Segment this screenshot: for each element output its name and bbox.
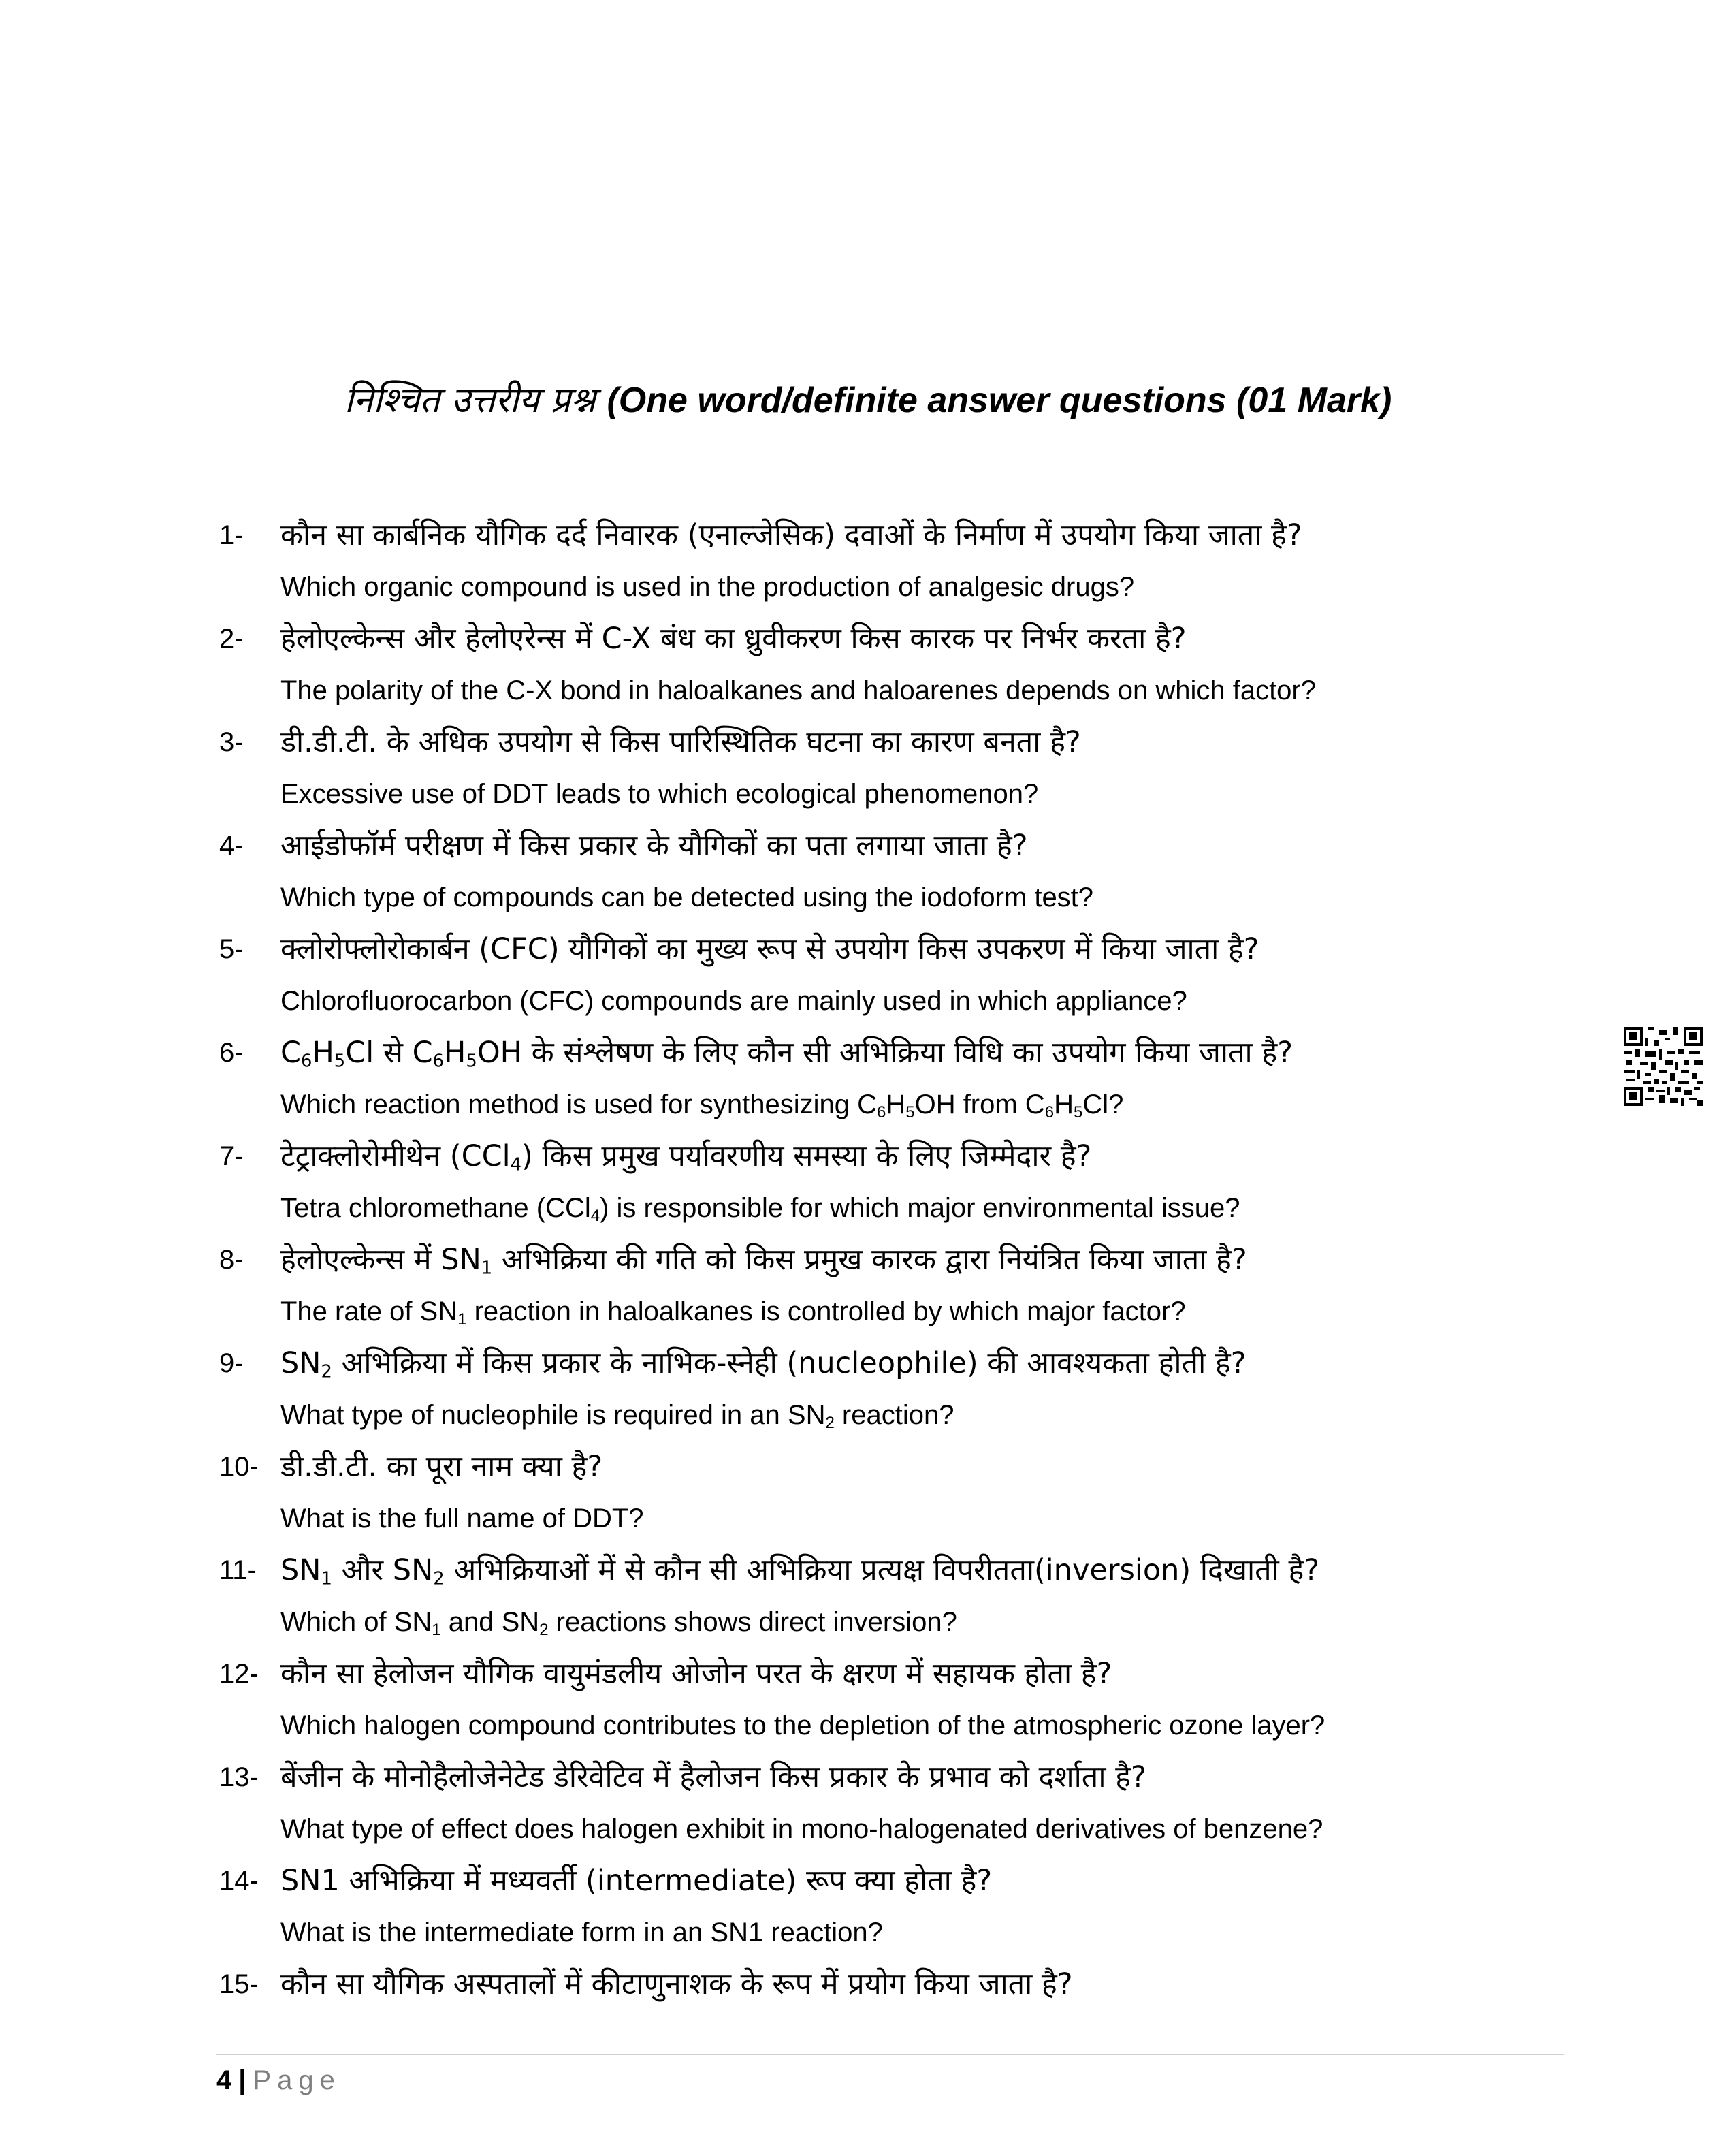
question-hindi [280, 1648, 1683, 1700]
page-number: 4 [216, 2065, 232, 2095]
question-english [280, 1389, 1683, 1441]
text-run: Which reaction method is used for synthesizing C [280, 1090, 877, 1119]
text-run: Cl से C [345, 1036, 433, 1070]
text-run: Which organic compound is used in the production of analgesic drugs? [280, 572, 1135, 602]
question-item [0, 1130, 1736, 1234]
question-number: 6- [219, 1038, 244, 1068]
question-english [280, 1079, 1683, 1130]
text-run: आईडोफॉर्म परीक्षण में किस प्रकार के यौगिकों का पता लगाया जाता है? [280, 829, 1028, 863]
text-run: और SN [332, 1553, 434, 1587]
text-run: OH from C [914, 1090, 1045, 1119]
text-run: Which of SN [280, 1607, 432, 1637]
qr-code-icon [1624, 1027, 1703, 1106]
text-run: बेंजीन के मोनोहैलोजेनेटेड डेरिवेटिव में हैलोजन किस प्रकार के प्रभाव को दर्शाता है? [280, 1760, 1146, 1794]
question-english [280, 768, 1683, 820]
subscript: 2 [433, 1568, 445, 1589]
footer-divider [216, 2054, 1564, 2055]
question-english [280, 1700, 1683, 1751]
subscript: 2 [825, 1414, 835, 1432]
text-run: अभिक्रियाओं में से कौन सी अभिक्रिया प्रत्यक्ष विपरीतता(inversion) दिखाती है? [444, 1553, 1320, 1587]
text-run: What is the full name of DDT? [280, 1504, 644, 1534]
subscript: 1 [432, 1621, 441, 1639]
question-hindi [280, 1958, 1683, 2010]
text-run: What is the intermediate form in an SN1 reaction? [280, 1918, 883, 1948]
question-item [0, 1648, 1736, 1751]
question-hindi [280, 1751, 1683, 1803]
text-run: H [444, 1036, 466, 1070]
text-run: ) is responsible for which major environmental issue? [600, 1193, 1240, 1223]
question-number: 9- [219, 1348, 244, 1378]
question-english [280, 561, 1683, 613]
footer-separator: | [238, 2065, 246, 2095]
question-number: 4- [219, 831, 244, 861]
question-hindi [280, 1337, 1683, 1389]
text-run: अभिक्रिया की गति को किस प्रमुख कारक द्वारा नियंत्रित किया जाता है? [492, 1243, 1247, 1277]
question-hindi [280, 820, 1683, 872]
question-hindi [280, 1027, 1683, 1079]
question-number: 12- [219, 1659, 259, 1689]
subscript: 6 [432, 1051, 445, 1072]
text-run: कौन सा यौगिक अस्पतालों में कीटाणुनाशक के रूप में प्रयोग किया जाता है? [280, 1967, 1073, 2001]
question-hindi [280, 1441, 1683, 1493]
text-run: कौन सा कार्बनिक यौगिक दर्द निवारक (एनाल्जेसिक) दवाओं के निर्माण में उपयोग किया जाता है? [280, 518, 1302, 552]
text-run: Which halogen compound contributes to the depletion of the atmospheric ozone layer? [280, 1711, 1325, 1741]
text-run: H [1054, 1090, 1074, 1119]
text-run: SN1 अभिक्रिया में मध्यवर्ती (intermediate) रूप क्या होता है? [280, 1864, 993, 1898]
question-item [0, 1958, 1736, 2062]
question-number: 10- [219, 1452, 259, 1482]
text-run: Chlorofluorocarbon (CFC) compounds are mainly used in which appliance? [280, 986, 1187, 1016]
text-run: C [280, 1036, 302, 1070]
question-number: 13- [219, 1762, 259, 1792]
question-item [0, 1855, 1736, 1958]
question-hindi [280, 1544, 1683, 1596]
question-item [0, 613, 1736, 716]
text-run: हेलोएल्केन्स और हेलोएरेन्स में C-X बंध का ध्रुवीकरण किस कारक पर निर्भर करता है? [280, 622, 1187, 656]
text-run: H [312, 1036, 334, 1070]
question-item [0, 1441, 1736, 1544]
subscript: 5 [334, 1051, 346, 1072]
subscript: 5 [466, 1051, 477, 1072]
subscript: 4 [590, 1207, 600, 1225]
question-item [0, 509, 1736, 613]
question-number: 5- [219, 934, 244, 964]
question-english [280, 1493, 1683, 1544]
page-heading [0, 373, 1736, 428]
text-run: reaction in haloalkanes is controlled by which major factor? [466, 1297, 1186, 1326]
question-english [280, 665, 1683, 716]
text-run: SN [280, 1553, 321, 1587]
question-hindi [280, 716, 1683, 768]
text-run: Cl? [1082, 1090, 1124, 1119]
text-run: What type of effect does halogen exhibit in mono-halogenated derivatives of benzene? [280, 1814, 1323, 1844]
text-run: and SN [440, 1607, 540, 1637]
subscript: 6 [301, 1051, 312, 1072]
question-number: 15- [219, 1969, 259, 1999]
text-run: डी.डी.टी. का पूरा नाम क्या है? [280, 1450, 603, 1484]
text-run: ) किस प्रमुख पर्यावरणीय समस्या के लिए जिम्मेदार है? [521, 1139, 1092, 1173]
subscript: 5 [905, 1103, 915, 1122]
subscript: 1 [481, 1258, 493, 1279]
question-english [280, 1907, 1683, 1958]
text-run: The rate of SN [280, 1297, 458, 1326]
subscript: 4 [510, 1154, 521, 1175]
question-english [280, 1803, 1683, 1855]
question-item [0, 716, 1736, 820]
question-number: 2- [219, 624, 244, 654]
text-run: Which type of compounds can be detected using the iodoform test? [280, 883, 1094, 912]
text-run: OH के संश्लेषण के लिए कौन सी अभिक्रिया विधि का उपयोग किया जाता है? [477, 1036, 1293, 1070]
text-run: डी.डी.टी. के अधिक उपयोग से किस पारिस्थितिक घटना का कारण बनता है? [280, 725, 1081, 759]
text-run: The polarity of the C-X bond in haloalkanes and haloarenes depends on which factor? [280, 676, 1316, 705]
question-item [0, 923, 1736, 1027]
text-run: SN [280, 1346, 321, 1380]
question-hindi [280, 509, 1683, 561]
text-run: Tetra chloromethane (CCl [280, 1193, 591, 1223]
question-number: 14- [219, 1866, 259, 1896]
text-run: H [886, 1090, 906, 1119]
question-item [0, 1027, 1736, 1130]
text-run: टेट्राक्लोरोमीथेन (CCl [280, 1139, 511, 1173]
question-number: 8- [219, 1245, 244, 1275]
heading-english: (One word/definite answer questions (01 Mark) [607, 381, 1392, 420]
question-item [0, 1751, 1736, 1855]
question-hindi [280, 923, 1683, 975]
question-number: 3- [219, 727, 244, 757]
question-hindi [280, 1855, 1683, 1907]
question-hindi [280, 1234, 1683, 1286]
subscript: 5 [1073, 1103, 1083, 1122]
text-run: कौन सा हेलोजन यौगिक वायुमंडलीय ओजोन परत के क्षरण में सहायक होता है? [280, 1657, 1112, 1691]
question-english [280, 1182, 1683, 1234]
question-english [280, 975, 1683, 1027]
page-label: Page [253, 2065, 341, 2095]
subscript: 6 [876, 1103, 886, 1122]
heading-hindi: निश्चित उत्तरीय प्रश्न [344, 380, 596, 421]
question-item [0, 820, 1736, 923]
question-hindi [280, 613, 1683, 665]
question-number: 1- [219, 520, 244, 550]
question-english [280, 1286, 1683, 1337]
question-english [280, 1596, 1683, 1648]
question-item [0, 1544, 1736, 1648]
question-number: 11- [219, 1555, 257, 1585]
question-number: 7- [219, 1141, 244, 1171]
text-run: Excessive use of DDT leads to which ecological phenomenon? [280, 779, 1039, 809]
subscript: 6 [1044, 1103, 1055, 1122]
text-run: reaction? [834, 1400, 954, 1430]
text-run: क्लोरोफ्लोरोकार्बन (CFC) यौगिकों का मुख्य रूप से उपयोग किस उपकरण में किया जाता है? [280, 932, 1259, 966]
question-hindi [280, 1130, 1683, 1182]
text-run: हेलोएल्केन्स में SN [280, 1243, 481, 1277]
subscript: 2 [321, 1361, 332, 1382]
text-run: reactions shows direct inversion? [548, 1607, 957, 1637]
text-run: What type of nucleophile is required in an SN [280, 1400, 826, 1430]
question-english [280, 872, 1683, 923]
subscript: 1 [457, 1310, 467, 1329]
page-footer [216, 2056, 341, 2104]
subscript: 2 [539, 1621, 549, 1639]
subscript: 1 [321, 1568, 332, 1589]
question-item [0, 1337, 1736, 1441]
question-item [0, 1234, 1736, 1337]
text-run: अभिक्रिया में किस प्रकार के नाभिक-स्नेही (nucleophile) की आवश्यकता होती है? [332, 1346, 1247, 1380]
